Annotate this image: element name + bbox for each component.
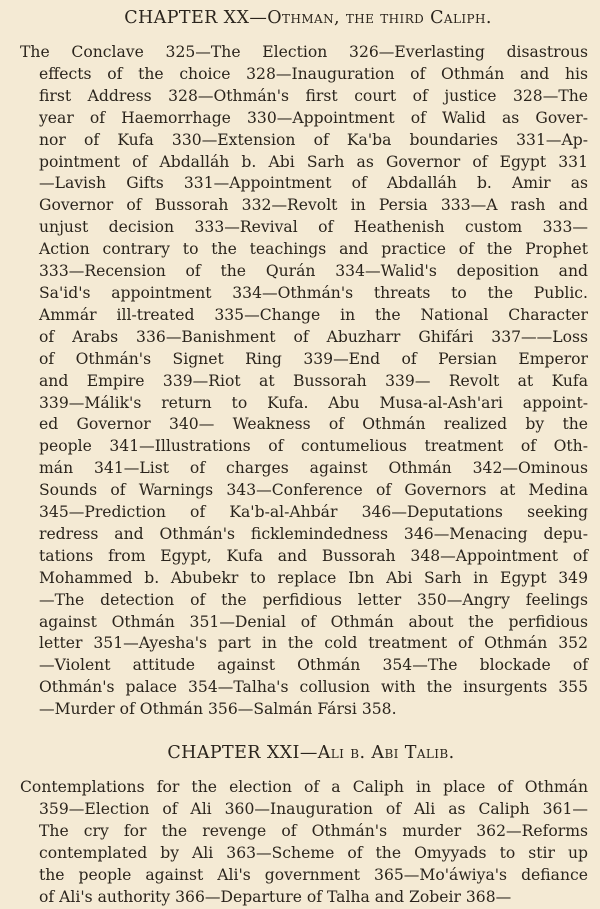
chapter-20-number: CHAPTER XX—	[124, 8, 268, 28]
summary-line: tations from Egypt, Kufa and Bussorah 348—Appointment of	[39, 546, 588, 565]
summary-line: nor of Kufa 330—Extension of Ka'ba boundaries 331—Ap-	[39, 130, 588, 149]
chapter-20-title: Othman, the third Caliph.	[267, 8, 492, 28]
summary-line: —Violent attitude against Othmán 354—The blockade of	[39, 656, 588, 675]
summary-line: unjust decision 333—Revival of Heathenish custom 333—	[39, 218, 588, 237]
summary-line: —Murder of Othmán 356—Salmán Fársi 358.	[39, 700, 397, 719]
summary-line: 339—Málik's return to Kufa. Abu Musa-al-Ash'ari appoint-	[39, 393, 588, 412]
summary-line: —The detection of the perfidious letter 350—Angry feelings	[39, 590, 588, 609]
summary-line: 345—Prediction of Ka'b-al-Ahbár 346—Deputations seeking	[39, 503, 588, 522]
summary-line: Othmán's palace 354—Talha's collusion with the insurgents 355	[39, 678, 588, 697]
summary-line: Mohammed b. Abubekr to replace Ibn Abi Sarh in Egypt 349	[39, 568, 588, 587]
summary-line: ed Governor 340— Weakness of Othmán realized by the	[39, 415, 588, 434]
summary-line: of Ali's authority 366—Departure of Talha and Zobeir 368—	[39, 887, 512, 906]
summary-line: and Empire 339—Riot at Bussorah 339— Revolt at Kufa	[39, 371, 588, 390]
summary-line: 359—Election of Ali 360—Inauguration of Ali as Caliph 361—	[39, 800, 588, 818]
summary-line: contemplated by Ali 363—Scheme of the Omyyads to stir up	[39, 843, 588, 862]
summary-line: Action contrary to the teachings and practice of the Prophet	[39, 240, 588, 259]
summary-line: Sa'id's appointment 334—Othmán's threats to the Public.	[39, 283, 588, 302]
summary-line: redress and Othmán's ficklemindedness 346—Menacing depu-	[39, 524, 588, 543]
summary-line: of Arabs 336—Banishment of Abuzharr Ghifári 337——Loss	[39, 327, 588, 346]
chapter-21-number: CHAPTER XXI—	[167, 743, 318, 764]
summary-line: of Othmán's Signet Ring 339—End of Persian Emperor	[39, 349, 588, 368]
summary-line: the people against Ali's government 365—Mo'áwiya's defiance	[39, 865, 588, 884]
summary-line: people 341—Illustrations of contumelious treatment of Oth-	[39, 437, 588, 456]
summary-line: Sounds of Warnings 343—Conference of Governors at Medina	[39, 481, 588, 500]
chapter-21-heading	[20, 743, 588, 763]
summary-line: Governor of Bussorah 332—Revolt in Persia 333—A rash and	[39, 196, 588, 215]
chapter-21-summary	[20, 777, 588, 908]
summary-line: effects of the choice 328—Inauguration of Othmán and his	[39, 64, 588, 83]
summary-line: letter 351—Ayesha's part in the cold treatment of Othmán 352	[39, 634, 588, 653]
summary-line: year of Haemorrhage 330—Appointment of Walid as Gover-	[39, 108, 588, 127]
chapter-20-summary	[20, 42, 588, 721]
summary-line: first Address 328—Othmán's first court of justice 328—The	[39, 86, 588, 105]
summary-line: 333—Recension of the Qurán 334—Walid's deposition and	[39, 262, 588, 281]
chapter-20-heading	[20, 8, 588, 28]
summary-line: —Lavish Gifts 331—Appointment of Abdalláh b. Amir as	[39, 174, 588, 193]
summary-line: The Conclave 325—The Election 326—Everlasting disastrous	[20, 43, 588, 61]
summary-line: pointment of Abdalláh b. Abi Sarh as Governor of Egypt 331	[39, 152, 588, 171]
summary-line: The cry for the revenge of Othmán's murder 362—Reforms	[39, 821, 588, 840]
summary-line: Contemplations for the election of a Caliph in place of Othmán	[20, 778, 588, 797]
summary-line: mán 341—List of charges against Othmán 342—Ominous	[39, 459, 588, 478]
summary-line: against Othmán 351—Denial of Othmán about the perfidious	[39, 612, 588, 631]
chapter-21-title: Ali b. Abi Talib.	[317, 743, 455, 764]
summary-line: Ammár ill-treated 335—Change in the National Character	[39, 305, 588, 324]
